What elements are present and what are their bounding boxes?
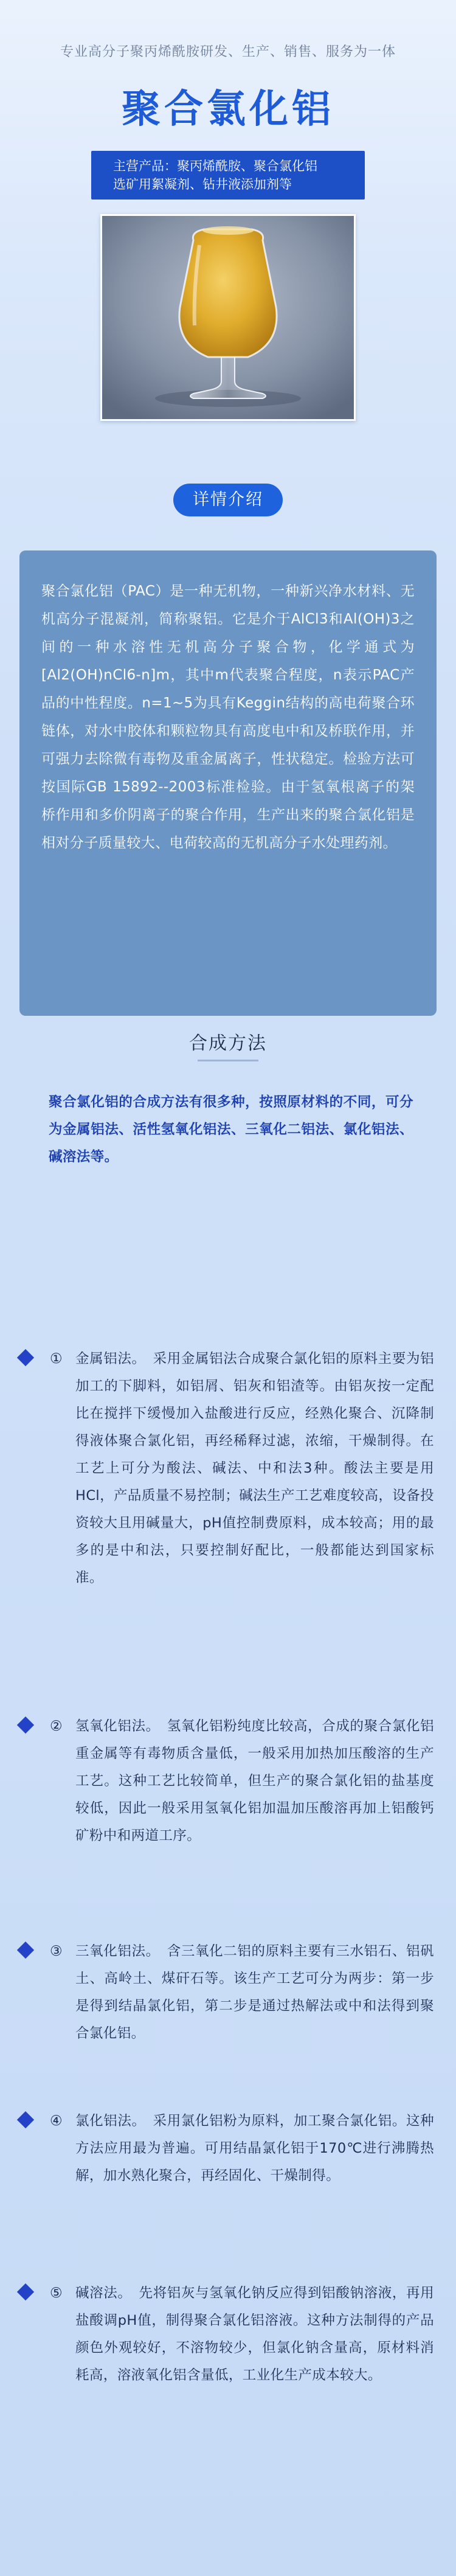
method-name: 碱溶法。 (75, 2285, 132, 2301)
method-name: 三氧化铝法。 (75, 1943, 160, 1959)
main-products-banner (91, 151, 365, 200)
diamond-bullet-icon (17, 2111, 34, 2128)
details-button[interactable]: 详情介绍 (173, 484, 283, 516)
company-tagline: 专业高分子聚丙烯酰胺研发、生产、销售、服务为一体 (60, 44, 396, 60)
diamond-bullet-icon (17, 2283, 34, 2300)
method-number: ⑤ (50, 2285, 63, 2301)
method-number: ① (50, 1351, 63, 1367)
method-text (75, 1938, 434, 2047)
details-card (19, 550, 437, 1016)
method-description: 采用氯化铝粉为原料，加工聚合氯化铝。这种方法应用最为普遍。可用结晶氯化铝于170℃进行沸腾热解，加水熟化聚合，再经固化、干燥制得。 (75, 2113, 434, 2184)
method-name: 金属铝法。 (75, 1351, 146, 1367)
diamond-bullet-icon (17, 1717, 34, 1734)
main-products-line-1: 主营产品：聚丙烯酰胺、聚合氯化铝 (113, 159, 317, 173)
diamond-bullet-icon (17, 1942, 34, 1959)
product-photo (100, 214, 356, 421)
method-text (75, 2280, 434, 2389)
method-text (75, 1713, 434, 1850)
method-description: 先将铝灰与氢氧化钠反应得到铝酸钠溶液，再用盐酸调pH值，制得聚合氯化铝溶液。这种方法制得的产品颜色外观较好，不溶物较少，但氯化钠含量高，原材料消耗高，溶液氧化铝含量低，工业化生产成本较大。 (75, 2285, 434, 2383)
diamond-bullet-icon (17, 1349, 34, 1366)
main-products-line-2: 选矿用絮凝剂、钻井液添加剂等 (113, 177, 292, 192)
method-number: ③ (50, 1943, 63, 1959)
method-number: ② (50, 1718, 63, 1734)
method-text (75, 2108, 434, 2190)
method-description: 氢氧化铝粉纯度比较高，合成的聚合氯化铝重金属等有毒物质含量低，一般采用加热加压酸溶的生产工艺。这种工艺比较简单，但生产的聚合氯化铝的盐基度较低，因此一般采用氢氧化铝加温加压酸溶再加上铝酸钙矿粉中和两道工序。 (75, 1718, 434, 1844)
page-title: 聚合氯化铝 (122, 87, 334, 132)
method-name: 氢氧化铝法。 (75, 1718, 160, 1734)
method-description: 含三氧化二铝的原料主要有三水铝石、铝矾土、高岭土、煤矸石等。该生产工艺可分为两步：第一步是得到结晶氯化铝，第二步是通过热解法或中和法得到聚合氯化铝。 (75, 1943, 434, 2041)
details-text: 聚合氯化铝（PAC）是一种无机物，一种新兴净水材料、无机高分子混凝剂，简称聚铝。它是介于AlCl3和Al(OH)3之间的一种水溶性无机高分子聚合物，化学通式为[Al2(OH)nCl6-n]m，其中m代表聚合程度，n表示PAC产品的中性程度。n=1~5为具有Keggin结构的高电荷聚合环链体，对水中胶体和颗粒物具有高度电中和及桥联作用，并可强力去除微有毒物及重金属离子，性状稳定。检验方法可按国际GB 15892--2003标准检验。由于氢氧根离子的架桥作用和多价阴离子的聚合作用，生产出来的聚合氯化铝是相对分子质量较大、电荷较高的无机高分子水处理药剂。 (41, 583, 415, 851)
heading-underline (198, 1060, 258, 1061)
synthesis-heading: 合成方法 (189, 1033, 267, 1054)
synthesis-intro: 聚合氯化铝的合成方法有很多种，按照原材料的不同，可分为金属铝法、活性氢氧化铝法、三氧化二铝法、氯化铝法、碱溶法等。 (49, 1094, 413, 1165)
method-number: ④ (50, 2113, 63, 2129)
method-name: 氯化铝法。 (75, 2113, 146, 2129)
flask-illustration (102, 216, 354, 419)
method-text (75, 1345, 434, 1592)
method-description: 采用金属铝法合成聚合氯化铝的原料主要为铝加工的下脚料，如铝屑、铝灰和铝渣等。由铝灰按一定配比在搅拌下缓慢加入盐酸进行反应，经熟化聚合、沉降制得液体聚合氯化铝，再经稀释过滤，浓缩，干燥制得。在工艺上可分为酸法、碱法、中和法3种。酸法主要是用HCl，产品质量不易控制；碱法生产工艺难度较高，设备投资较大且用碱量大，pH值控制费原料，成本较高；用的最多的是中和法，只要控制好配比，一般都能达到国家标准。 (75, 1351, 434, 1586)
